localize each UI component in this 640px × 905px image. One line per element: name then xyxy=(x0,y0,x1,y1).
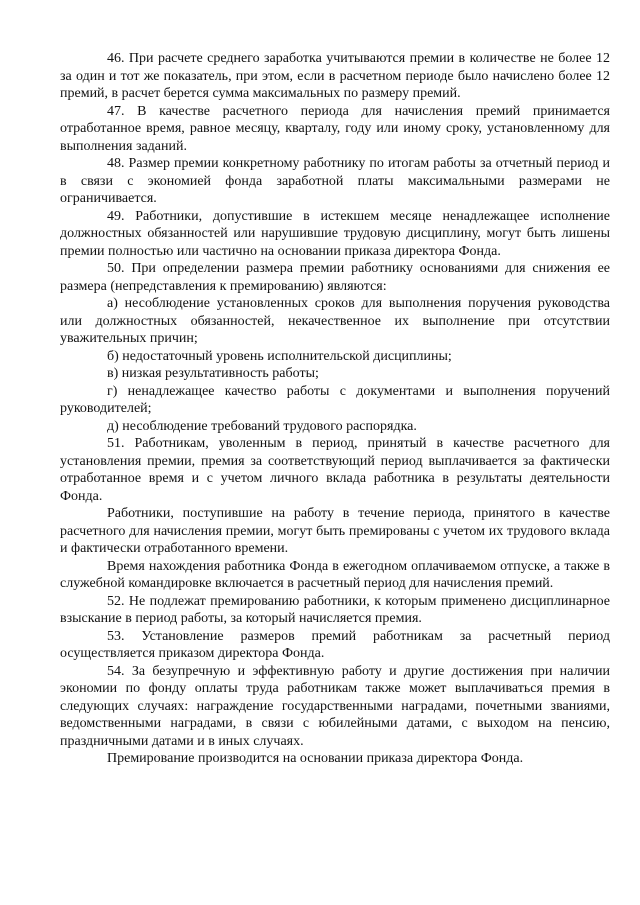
paragraph-54: 54. За безупречную и эффективную работу и другие достижения при наличии экономии по фонду оплаты труда работникам также может выплачиваться премия в следующих случаях: награждение государственными наградами, почетными званиями, ведомственными наградами, в связи с юбилейными датами, с выходом на пенсию, праздничными датами и в иных случаях. xyxy=(60,663,610,749)
paragraph-47: 47. В качестве расчетного периода для начисления премий принимается отработанное время, равное месяцу, кварталу, году или иному сроку, установленному для выполнения заданий. xyxy=(60,103,610,154)
paragraph-49: 49. Работники, допустившие в истекшем месяце ненадлежащее исполнение должностных обязанностей или нарушившие трудовую дисциплину, могут быть лишены премии полностью или частично на основании приказа директора Фонда. xyxy=(60,208,610,259)
paragraph-46: 46. При расчете среднего заработка учитываются премии в количестве не более 12 за один и тот же показатель, при этом, если в расчетном периоде было начислено более 12 премий, в расчет берется сумма максимальных по размеру премий. xyxy=(60,51,610,101)
paragraph-53: 53. Установление размеров премий работникам за расчетный период осуществляется приказом директора Фонда. xyxy=(60,628,610,661)
list-item-v: в) низкая результативность работы; xyxy=(107,366,319,381)
paragraph-52: 52. Не подлежат премированию работники, к которым применено дисциплинарное взыскание в период работы, за который начисляется премия. xyxy=(60,593,610,626)
document-page xyxy=(60,50,610,768)
paragraph-51-new-employees: Работники, поступившие на работу в течение периода, принятого в качестве расчетного для начисления премии, могут быть премированы с учетом их трудового вклада и фактически отработанного времени. xyxy=(60,506,610,556)
list-item-g: г) ненадлежащее качество работы с документами и выполнения поручений руководителей; xyxy=(60,383,610,416)
paragraph-51-vacation: Время нахождения работника Фонда в ежегодном оплачиваемом отпуске, а также в служебной командировке включается в расчетный период для начисления премий. xyxy=(60,558,610,591)
paragraph-48: 48. Размер премии конкретному работнику по итогам работы за отчетный период и в связи с экономией фонда заработной платы максимальными размерами не ограничивается. xyxy=(60,156,610,206)
paragraph-51: 51. Работникам, уволенным в период, принятый в качестве расчетного для установления премии, премия за соответствующий период выплачивается за фактически отработанное время и с учетом личного вклада работника в результаты деятельности Фонда. xyxy=(60,436,610,504)
paragraph-50: 50. При определении размера премии работнику основаниями для снижения ее размера (непредставления к премированию) являются: xyxy=(60,261,610,294)
list-item-b: б) недостаточный уровень исполнительской дисциплины; xyxy=(107,348,452,364)
paragraph-final: Премирование производится на основании приказа директора Фонда. xyxy=(107,751,524,766)
list-item-a: а) несоблюдение установленных сроков для выполнения поручения руководства или должностных обязанностей, некачественное их выполнение при отсутствии уважительных причин; xyxy=(60,296,610,346)
list-item-d: д) несоблюдение требований трудового распорядка. xyxy=(107,418,417,434)
